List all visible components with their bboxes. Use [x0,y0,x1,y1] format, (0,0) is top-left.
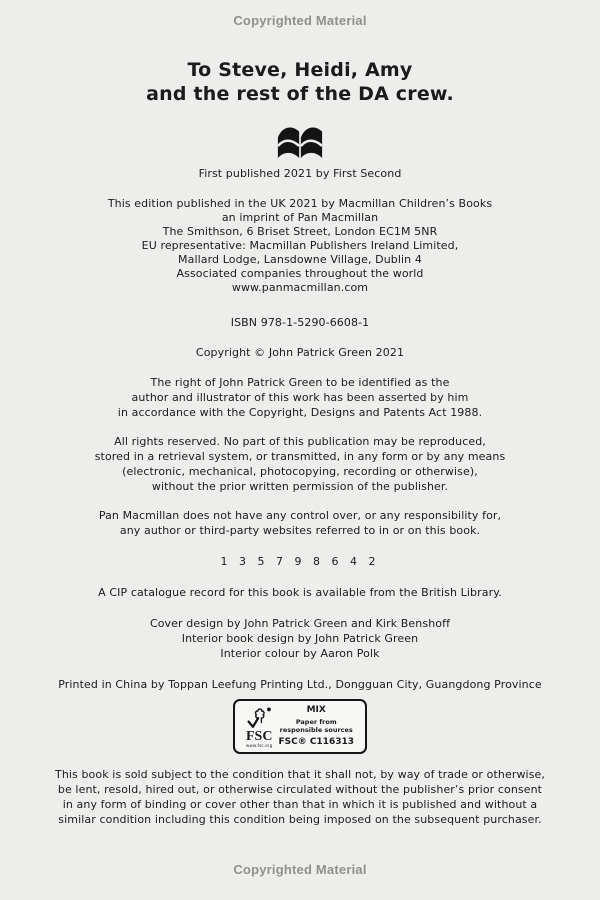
rights-assertion-block [118,375,482,420]
edition-line: Mallard Lodge, Lansdowne Village, Dublin 4 [178,253,422,266]
first-published-line: First published 2021 by First Second [198,167,402,180]
all-rights-line: stored in a retrieval system, or transmitted, in any form or by any means [94,450,506,463]
liability-block [99,508,501,538]
macmillan-logo [272,124,328,158]
fsc-license-code: FSC® C116313 [278,737,354,747]
printed-in-line: Printed in China by Toppan Leefung Printing Ltd., Dongguan City, Guangdong Province [58,678,542,691]
fsc-description-line: Paper from [295,718,337,726]
liability-line: any author or third-party websites referred to in or on this book. [119,524,481,537]
isbn-line: ISBN 978-1-5290-6608-1 [230,316,370,329]
sale-condition-line: similar condition including this condition being imposed on the subsequent purchaser. [58,813,542,826]
fsc-checkmark-tree-icon [246,706,272,732]
design-credits-block [150,616,450,661]
publisher-website: www.panmacmillan.com [231,281,369,294]
all-rights-line: without the prior written permission of the publisher. [151,480,449,493]
sale-condition-line: This book is sold subject to the condition that it shall not, by way of trade or otherwise, [55,768,545,781]
fsc-grade: MIX [306,705,326,715]
edition-line: EU representative: Macmillan Publishers Ireland Limited, [141,239,459,252]
fsc-right-panel [278,706,354,747]
credit-line: Interior book design by John Patrick Green [181,632,419,645]
copyrighted-material-banner-bottom: Copyrighted Material [233,862,367,877]
fsc-left-panel [246,706,272,748]
dedication [146,58,454,106]
all-rights-reserved-block [95,434,506,494]
edition-block [108,197,492,295]
fsc-acronym: FSC [246,728,273,744]
copyright-line: Copyright © John Patrick Green 2021 [195,346,405,359]
edition-line: Associated companies throughout the world [176,267,424,280]
edition-line: The Smithson, 6 Briset Street, London EC1M 5NR [162,225,438,238]
all-rights-line: All rights reserved. No part of this publication may be reproduced, [114,435,486,448]
dedication-line: To Steve, Heidi, Amy [187,59,413,81]
rights-assertion-line: author and illustrator of this work has been asserted by him [131,391,469,404]
rights-assertion-line: The right of John Patrick Green to be identified as the [150,376,450,389]
fsc-website: www.fsc.org [246,742,273,748]
macmillan-flags-icon [272,124,328,158]
sale-condition-line: in any form of binding or cover other than that in which it is published and without a [62,798,538,811]
fsc-certification-label [233,699,367,754]
sale-condition-block [55,767,545,827]
edition-line: an imprint of Pan Macmillan [221,211,379,224]
fsc-description-line: responsible sources [279,726,353,734]
cip-line: A CIP catalogue record for this book is available from the British Library. [98,586,502,599]
sale-condition-line: be lent, resold, hired out, or otherwise circulated without the publisher’s prior consent [57,783,543,796]
impression-numbers: 1 3 5 7 9 8 6 4 2 [220,555,380,568]
edition-line: This edition published in the UK 2021 by Macmillan Children’s Books [107,197,493,210]
rights-assertion-line: in accordance with the Copyright, Designs and Patents Act 1988. [117,406,483,419]
all-rights-line: (electronic, mechanical, photocopying, recording or otherwise), [122,465,478,478]
liability-line: Pan Macmillan does not have any control over, or any responsibility for, [98,509,502,522]
copyrighted-material-banner-top: Copyrighted Material [233,13,367,28]
dedication-line: and the rest of the DA crew. [146,83,454,105]
credit-line: Interior colour by Aaron Polk [220,647,380,660]
credit-line: Cover design by John Patrick Green and Kirk Benshoff [149,617,451,630]
